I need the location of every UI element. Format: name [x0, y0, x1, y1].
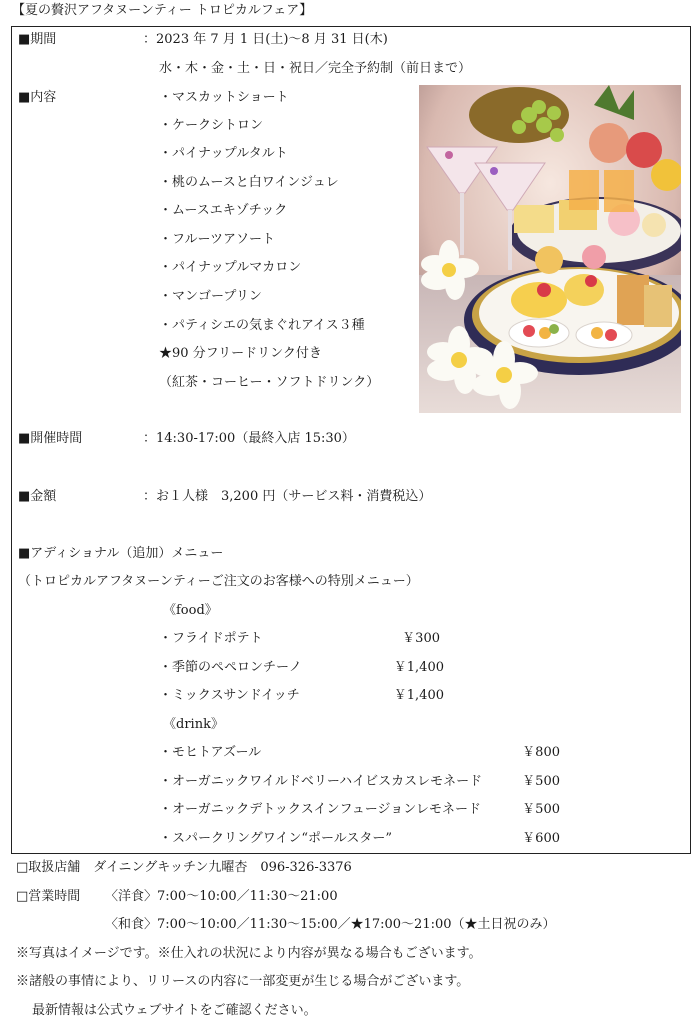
food-item-name: ・季節のペペロンチーノ — [159, 660, 302, 675]
disclaimer-note: ※写真はイメージです。※仕入れの状況により内容が異なる場合もございます。 — [16, 946, 482, 961]
hours-label: ■開催時間 — [18, 431, 83, 446]
menu-item: ・ムースエキゾチック — [159, 203, 288, 218]
menu-item: ・パイナップルタルト — [159, 146, 288, 161]
menu-item: ・マンゴープリン — [159, 289, 262, 304]
additional-menu-label: ■アディショナル（追加）メニュー — [18, 546, 224, 561]
food-item-price: ￥1,400 — [393, 660, 444, 675]
food-item-name: ・フライドポテト — [159, 631, 263, 646]
drink-item-price: ￥500 — [522, 774, 560, 789]
drink-item-price: ￥800 — [522, 745, 560, 760]
business-hours-western: 〈洋食〉7:00～10:00／11:30～21:00 — [105, 889, 338, 904]
page-title: 【夏の贅沢アフタヌーンティー トロピカルフェア】 — [12, 3, 313, 18]
shop-info: □取扱店舗 ダイニングキッチン九曜杏 096-326-3376 — [16, 860, 352, 875]
hours-value: ：14:30-17:00（最終入店 15:30） — [143, 431, 355, 446]
food-heading: 《food》 — [163, 603, 218, 618]
price-label: ■金額 — [18, 489, 57, 504]
drink-item-price: ￥600 — [522, 831, 560, 846]
drink-item-name: ・モヒトアズール — [159, 745, 262, 760]
business-hours-japanese: 〈和食〉7:00～10:00／11:30～15:00／★17:00～21:00（★土日祝のみ） — [105, 917, 556, 932]
drink-item-name: ・スパークリングワイン“ポールスター” — [159, 831, 392, 846]
business-hours-label: □営業時間 — [16, 889, 81, 904]
disclaimer-note: 最新情報は公式ウェブサイトをご確認ください。 — [32, 1003, 317, 1018]
free-drink-detail: （紅茶・コーヒー・ソフトドリンク） — [159, 375, 380, 390]
menu-item: ・パイナップルマカロン — [159, 260, 302, 275]
period-label: ■期間 — [18, 32, 57, 47]
food-item-price: ￥300 — [402, 631, 440, 646]
menu-item: ・桃のムースと白ワインジュレ — [159, 175, 339, 190]
food-item-price: ￥1,400 — [393, 688, 444, 703]
drink-heading: 《drink》 — [163, 717, 224, 732]
menu-item: ・フルーツアソート — [159, 232, 275, 247]
menu-item: ・パティシエの気まぐれアイス３種 — [159, 318, 365, 333]
disclaimer-note: ※諸般の事情により、リリースの内容に一部変更が生じる場合がございます。 — [16, 974, 470, 989]
contents-label: ■内容 — [18, 90, 57, 105]
price-value: ：お１人様 3,200 円（サービス料・消費税込） — [143, 489, 432, 504]
drink-item-name: ・オーガニックデトックスインフュージョンレモネード — [159, 802, 481, 817]
period-note: 水・木・金・土・日・祝日／完全予約制（前日まで） — [159, 61, 472, 76]
afternoon-tea-photo — [419, 85, 681, 413]
additional-menu-note: （トロピカルアフタヌーンティーご注文のお客様への特別メニュー） — [18, 574, 419, 589]
food-item-name: ・ミックスサンドイッチ — [159, 688, 300, 703]
drink-item-name: ・オーガニックワイルドベリーハイビスカスレモネード — [159, 774, 483, 789]
menu-item: ・マスカットショート — [159, 90, 289, 105]
menu-item: ・ケークシトロン — [159, 118, 264, 133]
drink-item-price: ￥500 — [522, 802, 560, 817]
period-value: ：2023 年 7 月 1 日(土)～8 月 31 日(木) — [143, 32, 388, 47]
free-drink-note: ★90 分フリードリンク付き — [159, 346, 322, 361]
